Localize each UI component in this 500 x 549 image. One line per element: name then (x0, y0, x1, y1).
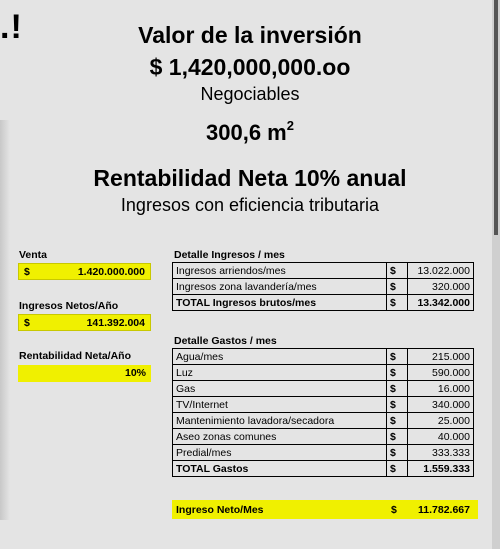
total-currency: $ (387, 461, 408, 477)
row-label: Mantenimiento lavadora/secadora (173, 413, 387, 429)
net-income-label: Ingreso Neto/Mes (176, 504, 264, 516)
table-row (173, 397, 474, 413)
row-value: 25.000 (408, 413, 474, 429)
rentabilidad-value: 10% (124, 367, 146, 379)
venta-value: 1.420.000.000 (77, 266, 145, 278)
ingresos-detail-title: Detalle Ingresos / mes (174, 249, 285, 261)
net-return-heading: Rentabilidad Neta 10% anual (93, 165, 407, 191)
area-value: 300,6 m (206, 120, 287, 145)
right-scroll-track[interactable] (492, 0, 500, 549)
row-value: 16.000 (408, 381, 474, 397)
table-row (173, 445, 474, 461)
table-row (173, 381, 474, 397)
row-currency: $ (387, 365, 408, 381)
corner-mark: .! (0, 8, 23, 46)
row-label: Predial/mes (173, 445, 387, 461)
venta-label: Venta (19, 249, 48, 261)
row-currency: $ (387, 263, 408, 279)
row-label: Aseo zonas comunes (173, 429, 387, 445)
row-currency: $ (387, 445, 408, 461)
table-row (173, 365, 474, 381)
table-row (173, 279, 474, 295)
row-currency: $ (387, 413, 408, 429)
row-value: 40.000 (408, 429, 474, 445)
row-label: Luz (173, 365, 387, 381)
net-income-row (172, 500, 478, 519)
row-currency: $ (387, 429, 408, 445)
ingresos-netos-currency: $ (24, 317, 30, 329)
row-value: 13.022.000 (408, 263, 474, 279)
gastos-detail-title: Detalle Gastos / mes (174, 335, 277, 347)
ingresos-netos-value: 141.392.004 (86, 317, 145, 329)
table-row (173, 413, 474, 429)
row-currency: $ (387, 279, 408, 295)
row-value: 340.000 (408, 397, 474, 413)
net-income-value: 11.782.667 (418, 504, 470, 516)
row-label: Agua/mes (173, 349, 387, 365)
ingresos-netos-label: Ingresos Netos/Año (19, 300, 119, 312)
venta-box (18, 263, 151, 280)
rentabilidad-label: Rentabilidad Neta/Año (19, 350, 132, 362)
row-value: 320.000 (408, 279, 474, 295)
total-label: TOTAL Ingresos brutos/mes (173, 295, 387, 311)
table-row (173, 263, 474, 279)
net-income-currency: $ (391, 504, 397, 516)
total-row (173, 295, 474, 311)
row-currency: $ (387, 349, 408, 365)
total-value: 1.559.333 (408, 461, 474, 477)
tax-efficiency-tagline: Ingresos con eficiencia tributaria (120, 195, 380, 215)
row-value: 215.000 (408, 349, 474, 365)
row-value: 333.333 (408, 445, 474, 461)
area-label (0, 120, 500, 146)
row-currency: $ (387, 397, 408, 413)
area-exponent: 2 (286, 118, 294, 133)
row-label: TV/Internet (173, 397, 387, 413)
table-row (173, 349, 474, 365)
ingresos-netos-box (18, 314, 151, 331)
gastos-table (172, 348, 474, 477)
total-row (173, 461, 474, 477)
investment-title: Valor de la inversión (138, 22, 362, 48)
row-value: 590.000 (408, 365, 474, 381)
venta-currency: $ (24, 266, 30, 278)
table-row (173, 429, 474, 445)
row-currency: $ (387, 381, 408, 397)
ingresos-table (172, 262, 474, 311)
total-value: 13.342.000 (408, 295, 474, 311)
investment-amount: $ 1,420,000,000.oo (149, 54, 351, 80)
row-label: Ingresos arriendos/mes (173, 263, 387, 279)
total-currency: $ (387, 295, 408, 311)
negotiable-label: Negociables (200, 84, 300, 104)
row-label: Ingresos zona lavandería/mes (173, 279, 387, 295)
row-label: Gas (173, 381, 387, 397)
total-label: TOTAL Gastos (173, 461, 387, 477)
rentabilidad-box (18, 365, 151, 382)
